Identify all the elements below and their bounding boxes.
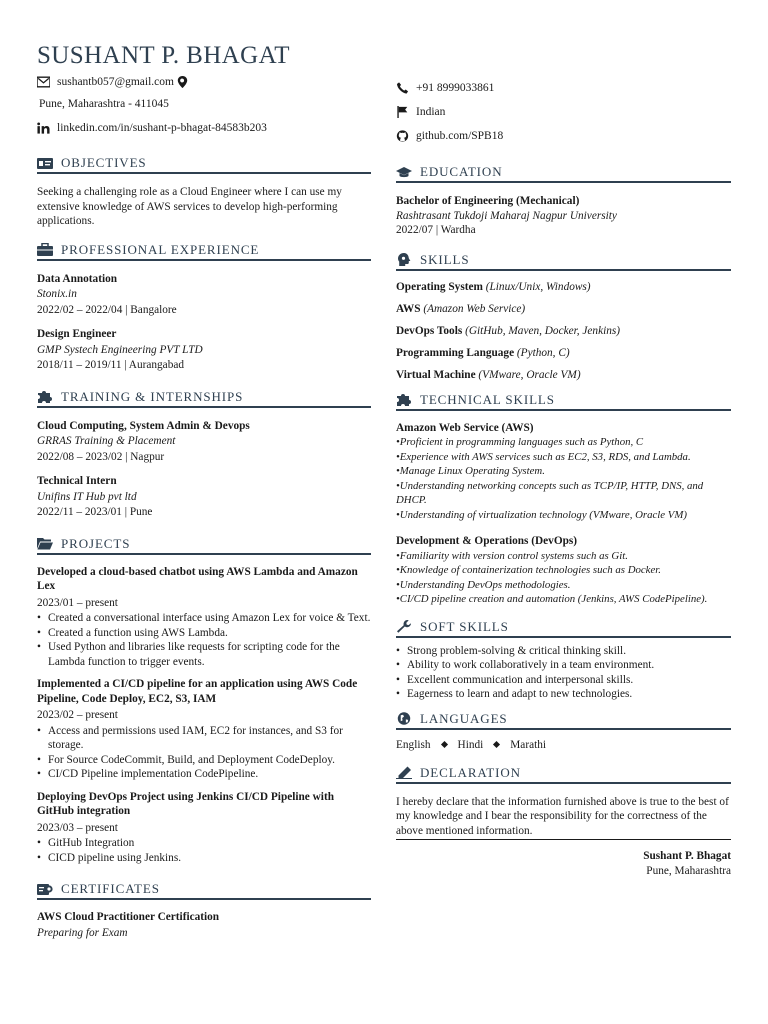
section-title: CERTIFICATES	[61, 881, 160, 896]
phone-icon	[396, 82, 410, 94]
envelope-icon	[37, 76, 51, 88]
training-entry	[37, 419, 371, 466]
list-item: • GitHub Integration	[37, 836, 371, 851]
skill-detail: (Linux/Unix, Windows)	[485, 280, 591, 293]
project-date: 2023/02 – present	[37, 709, 118, 721]
list-item: • Eagerness to learn and adapt to new technologies.	[396, 687, 731, 702]
list-item: • Strong problem-solving & critical thinking skill.	[396, 644, 731, 659]
skill-label: Virtual Machine	[396, 368, 476, 381]
list-item: • Created a conversational interface using Amazon Lex for voice & Text.	[37, 611, 371, 626]
list-item: •Familiarity with version control systems such as Git.	[396, 549, 628, 562]
project-bullets	[37, 836, 371, 865]
linkedin-icon	[37, 122, 51, 134]
education-university: Rashtrasant Tukdoji Maharaj Nagpur University	[396, 209, 617, 222]
diamond-bullet-icon	[440, 741, 447, 748]
signature-name: Sushant P. Bhagat	[643, 850, 731, 862]
tech-skill-heading: Amazon Web Service (AWS)	[396, 421, 534, 434]
wrench-icon	[396, 620, 413, 633]
objectives-text: Seeking a challenging role as a Cloud Engineer where I can use my extensive knowledge of AWS services to develop high-performing applications.	[37, 186, 342, 227]
list-item: • CI/CD Pipeline implementation CodePipeline.	[37, 767, 371, 782]
contact-address	[39, 98, 169, 110]
certificate-icon	[37, 883, 54, 896]
section-title: DECLARATION	[420, 764, 521, 780]
list-item: •Understanding networking concepts such as TCP/IP, HTTP, DNS, and DHCP.	[396, 479, 704, 506]
tech-skill-group	[396, 421, 731, 523]
skill-label: AWS	[396, 302, 421, 315]
globe-icon	[396, 712, 413, 725]
section-title: PROJECTS	[61, 535, 131, 551]
skill-detail: (Python, C)	[516, 346, 570, 359]
pen-icon	[396, 766, 413, 779]
flag-icon	[396, 106, 410, 118]
list-item: •Manage Linux Operating System.	[396, 465, 545, 477]
signature-place: Pune, Maharashtra	[646, 865, 731, 877]
resume-name: SUSHANT P. BHAGAT	[37, 42, 290, 69]
training-entry	[37, 474, 371, 521]
certificate-status: Preparing for Exam	[37, 926, 128, 939]
briefcase-icon	[37, 243, 54, 256]
section-title: TECHNICAL SKILLS	[420, 391, 555, 407]
section-title: SKILLS	[420, 251, 470, 267]
skill-label: Operating System	[396, 280, 483, 293]
list-item: •Proficient in programming languages such as Python, C	[396, 436, 644, 448]
skill-row	[396, 342, 731, 364]
section-projects	[37, 536, 371, 555]
section-objectives	[37, 155, 371, 174]
project-date: 2023/03 – present	[37, 821, 118, 834]
education-entry	[396, 194, 731, 238]
section-skills	[396, 252, 731, 271]
section-education	[396, 164, 731, 183]
entry-role: Data Annotation	[37, 272, 118, 285]
contact-linkedin	[37, 122, 267, 134]
address-text: Pune, Maharashtra - 411045	[39, 98, 169, 110]
section-title: EDUCATION	[420, 164, 503, 179]
list-item: •CI/CD pipeline creation and automation (Jenkins, AWS CodePipeline).	[396, 593, 708, 605]
github-text[interactable]: github.com/SPB18	[416, 130, 504, 142]
project-title: Developed a cloud-based chatbot using AWS Lambda and Amazon Lex	[37, 565, 358, 592]
phone-text: +91 8999033861	[416, 82, 495, 94]
entry-meta: 2022/02 – 2022/04 | Bangalore	[37, 303, 177, 316]
project-entry	[37, 565, 371, 670]
tech-skill-group	[396, 534, 731, 607]
contact-phone	[396, 82, 494, 94]
section-training	[37, 389, 371, 408]
section-title: LANGUAGES	[420, 710, 508, 726]
entry-org: Unifins IT Hub pvt ltd	[37, 490, 137, 503]
list-item: •Understanding DevOps methodologies.	[396, 578, 571, 591]
id-card-icon	[37, 157, 54, 170]
list-item: •Experience with AWS services such as EC2, S3, RDS, and Lambda.	[396, 450, 691, 463]
tech-skill-heading: Development & Operations (DevOps)	[396, 535, 578, 547]
skill-label: DevOps Tools	[396, 324, 463, 337]
section-declaration	[396, 765, 731, 784]
skill-row	[396, 364, 731, 386]
entry-org: GRRAS Training & Placement	[37, 435, 176, 447]
right-column	[396, 164, 731, 879]
skill-row	[396, 320, 731, 342]
contact-email	[37, 76, 196, 88]
skill-detail: (Amazon Web Service)	[423, 302, 526, 315]
list-item: • Ability to work collaboratively in a team environment.	[396, 658, 731, 673]
entry-meta: 2022/11 – 2023/01 | Pune	[37, 506, 153, 518]
skill-detail: (GitHub, Maven, Docker, Jenkins)	[465, 324, 621, 337]
location-pin-icon	[176, 76, 190, 88]
entry-role: Technical Intern	[37, 475, 117, 487]
soft-skills-list	[396, 644, 731, 702]
diamond-bullet-icon	[493, 741, 500, 748]
project-bullets	[37, 611, 371, 669]
list-item: •Knowledge of containerization technologies such as Docker.	[396, 564, 661, 576]
education-meta: 2022/07 | Wardha	[396, 224, 476, 236]
entry-org: Stonix.in	[37, 288, 77, 300]
entry-role: Cloud Computing, System Admin & Devops	[37, 419, 250, 432]
entry-role: Design Engineer	[37, 328, 117, 340]
section-soft-skills	[396, 619, 731, 638]
declaration-text: I hereby declare that the information furnished above is true to the best of my knowledge and I bear the responsibility for the correctness of the above mentioned information.	[396, 795, 731, 841]
list-item: • Excellent communication and interpersonal skills.	[396, 673, 731, 688]
list-item: •Understanding of virtualization technology (VMware, Oracle VM)	[396, 508, 687, 521]
section-title: SOFT SKILLS	[420, 618, 509, 634]
skill-label: Programming Language	[396, 346, 515, 359]
project-date: 2023/01 – present	[37, 596, 118, 609]
contact-github	[396, 130, 503, 142]
section-experience	[37, 242, 371, 261]
language-item: Marathi	[510, 738, 547, 751]
list-item: • CICD pipeline using Jenkins.	[37, 851, 371, 866]
project-bullets	[37, 724, 371, 782]
section-certificates	[37, 881, 371, 900]
section-languages	[396, 711, 731, 730]
section-title: TRAINING & INTERNSHIPS	[61, 388, 244, 404]
graduation-cap-icon	[396, 166, 413, 179]
languages-list	[396, 739, 731, 751]
skill-row	[396, 298, 731, 320]
puzzle-icon	[37, 390, 54, 403]
left-column	[37, 155, 371, 941]
head-gear-icon	[396, 253, 413, 266]
list-item: • Access and permissions used IAM, EC2 for instances, and S3 for storage.	[37, 724, 371, 753]
section-title: PROFESSIONAL EXPERIENCE	[61, 241, 260, 257]
project-title: Deploying DevOps Project using Jenkins CI/CD Pipeline with GitHub integration	[37, 790, 334, 817]
project-entry	[37, 790, 371, 866]
project-title: Implemented a CI/CD pipeline for an application using AWS Code Pipeline, Code Deploy, EC2, S3, IAM	[37, 678, 358, 705]
experience-entry	[37, 272, 371, 319]
entry-meta: 2018/11 – 2019/11 | Aurangabad	[37, 359, 185, 371]
list-item: • For Source CodeCommit, Build, and Deployment CodeDeploy.	[37, 753, 371, 768]
nationality-text: Indian	[416, 106, 446, 118]
github-icon	[396, 130, 410, 142]
language-item: Hindi	[457, 738, 484, 751]
email-text[interactable]: sushantb057@gmail.com	[57, 76, 174, 88]
language-item: English	[396, 738, 431, 751]
certificate-name: AWS Cloud Practitioner Certification	[37, 911, 220, 923]
signature-block	[396, 849, 731, 879]
experience-entry	[37, 327, 371, 374]
skill-row	[396, 276, 731, 298]
project-entry	[37, 677, 371, 782]
certificate-entry	[37, 910, 371, 941]
section-title: OBJECTIVES	[61, 155, 147, 170]
skills-list	[396, 276, 731, 386]
contact-nationality	[396, 106, 445, 118]
folder-open-icon	[37, 537, 54, 550]
linkedin-text[interactable]: linkedin.com/in/sushant-p-bhagat-84583b203	[57, 122, 267, 134]
list-item: • Used Python and libraries like requests for scripting code for the Lambda function to trigger events.	[37, 640, 371, 669]
puzzle-icon	[396, 393, 413, 406]
entry-org: GMP Systech Engineering PVT LTD	[37, 343, 203, 356]
skill-detail: (VMware, Oracle VM)	[478, 368, 581, 381]
entry-meta: 2022/08 – 2023/02 | Nagpur	[37, 450, 165, 463]
education-degree: Bachelor of Engineering (Mechanical)	[396, 195, 580, 207]
list-item: • Created a function using AWS Lambda.	[37, 626, 371, 641]
section-technical-skills	[396, 392, 731, 411]
